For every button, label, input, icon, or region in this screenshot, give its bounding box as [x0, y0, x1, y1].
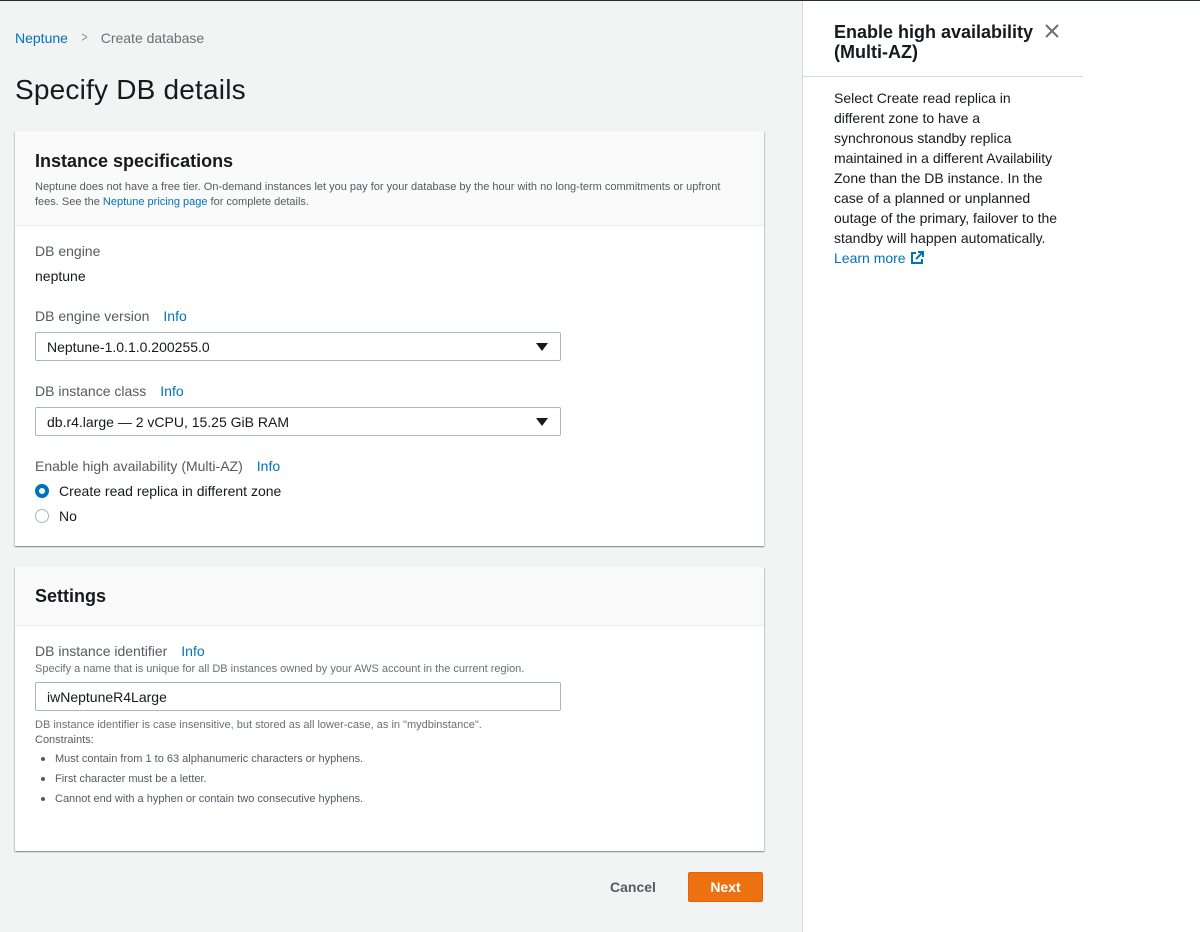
instance-specifications-title: Instance specifications: [35, 151, 234, 171]
breadcrumb-neptune-link[interactable]: Neptune: [15, 29, 68, 46]
breadcrumb: [15, 29, 204, 46]
db-engine-label-text: DB engine: [35, 243, 101, 259]
db-engine-version-label: [35, 308, 187, 324]
breadcrumb-current: Create database: [100, 29, 205, 46]
db-instance-identifier-label: [35, 643, 205, 659]
multi-az-label: [35, 458, 280, 474]
constraint-item: Must contain from 1 to 63 alphanumeric characters or hyphens.: [35, 749, 363, 769]
external-link-icon[interactable]: [910, 250, 924, 270]
db-instance-identifier-info-link[interactable]: Info: [181, 643, 205, 659]
help-panel: [802, 1, 1083, 932]
caret-down-icon: [536, 343, 548, 351]
db-engine-version-select[interactable]: [35, 332, 561, 361]
db-engine-label: [35, 243, 100, 259]
learn-more-link[interactable]: Learn more: [834, 250, 906, 266]
help-panel-body: [834, 88, 1059, 270]
db-instance-identifier-label-text: DB instance identifier: [35, 643, 168, 659]
multi-az-info-link[interactable]: Info: [256, 458, 281, 474]
db-instance-identifier-description: Specify a name that is unique for all DB instances owned by your AWS account in the current region.: [35, 663, 525, 675]
neptune-pricing-link[interactable]: Neptune pricing page: [102, 196, 208, 208]
constraint-item: Cannot end with a hyphen or contain two consecutive hyphens.: [35, 789, 363, 809]
help-panel-body-text: Select Create read replica in different zone to have a synchronous standby replica maintained in a different Availability Zone than the DB instance. In the case of a planned or unplanned outage of the primary, failover to the standby will happen automatically.: [834, 90, 1058, 246]
db-engine-value: neptune: [35, 268, 86, 284]
constraints-label: Constraints:: [35, 734, 94, 746]
next-button[interactable]: Next: [688, 872, 763, 902]
db-instance-class-selected: db.r4.large — 2 vCPU, 15.25 GiB RAM: [47, 413, 289, 430]
description-text-end: for complete details.: [207, 196, 309, 208]
main-content: [0, 1, 802, 932]
db-engine-version-label-text: DB engine version: [35, 308, 150, 324]
close-icon[interactable]: [1043, 22, 1063, 42]
db-instance-identifier-hint: DB instance identifier is case insensitive, but stored as all lower-case, as in "mydbinstance".: [35, 719, 482, 731]
db-instance-class-label: [35, 383, 184, 399]
multi-az-label-text: Enable high availability (Multi-AZ): [35, 458, 243, 474]
instance-specifications-header: [15, 131, 764, 226]
multi-az-option-replica-label: Create read replica in different zone: [59, 483, 282, 499]
cancel-button[interactable]: Cancel: [610, 879, 656, 895]
constraints-list: [35, 749, 363, 809]
constraint-item: First character must be a letter.: [35, 769, 363, 789]
multi-az-option-no-label: No: [59, 508, 77, 524]
multi-az-option-replica[interactable]: [35, 483, 281, 499]
help-panel-title: Enable high availability (Multi-AZ): [834, 22, 1034, 62]
settings-header: [15, 567, 764, 626]
db-engine-version-info-link[interactable]: Info: [163, 308, 187, 324]
instance-specifications-description: [35, 180, 744, 210]
multi-az-option-no[interactable]: [35, 508, 77, 524]
db-instance-class-label-text: DB instance class: [35, 383, 147, 399]
db-instance-class-select[interactable]: [35, 407, 561, 436]
help-panel-header: [803, 1, 1083, 77]
instance-specifications-panel: [15, 131, 764, 546]
db-instance-identifier-input[interactable]: [35, 682, 561, 711]
page-title: Specify DB details: [15, 74, 246, 105]
db-engine-version-selected: Neptune-1.0.1.0.200255.0: [47, 338, 210, 355]
db-instance-class-info-link[interactable]: Info: [160, 383, 184, 399]
chevron-right-icon: >: [81, 29, 88, 46]
description-text: Neptune does not have a free tier. On-demand instances let you pay for your database by the hour with no long-term commitments or upfront fees. See the: [35, 181, 721, 208]
instance-specifications-body: [15, 226, 764, 545]
settings-title: Settings: [35, 586, 107, 606]
radio-unselected-icon[interactable]: [35, 509, 49, 523]
radio-selected-icon[interactable]: [35, 484, 49, 498]
caret-down-icon: [536, 418, 548, 426]
